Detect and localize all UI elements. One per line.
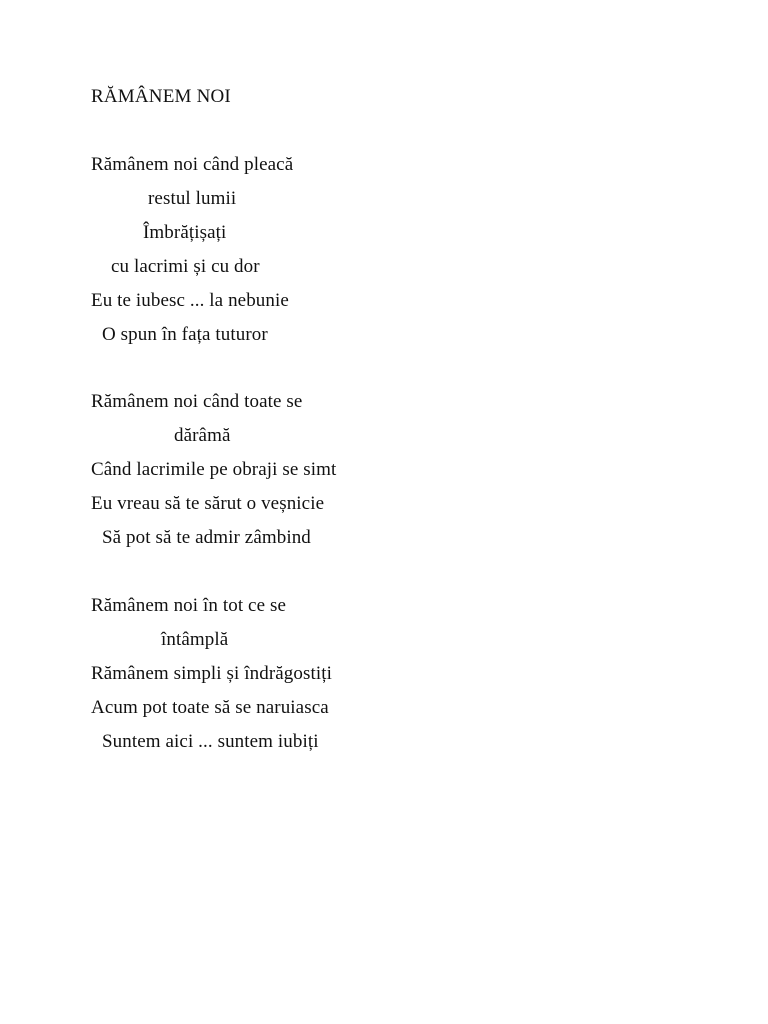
poem-line: Acum pot toate să se naruiasca [91, 697, 329, 718]
poem-line: Suntem aici ... suntem iubiți [102, 731, 319, 752]
poem-line: Rămânem simpli și îndrăgostiți [91, 663, 333, 684]
poem-line: O spun în fața tuturor [102, 324, 268, 345]
poem-line: Eu te iubesc ... la nebunie [91, 290, 289, 311]
poem-line: Rămânem noi când pleacă [91, 154, 294, 175]
poem-line: dărâmă [174, 425, 231, 446]
poem-line: Să pot să te admir zâmbind [102, 527, 311, 548]
poem-line: Când lacrimile pe obraji se simt [91, 459, 337, 480]
poem-line: Îmbrățișați [143, 222, 227, 243]
poem-line: întâmplă [161, 629, 229, 650]
poem-line: Eu vreau să te sărut o veșnicie [91, 493, 325, 514]
poem-title: RĂMÂNEM NOI [91, 86, 231, 107]
poem-line: Rămânem noi când toate se [91, 391, 303, 412]
poem-line: restul lumii [148, 188, 237, 209]
poem-line: cu lacrimi și cu dor [111, 256, 260, 277]
poem-line: Rămânem noi în tot ce se [91, 595, 286, 616]
